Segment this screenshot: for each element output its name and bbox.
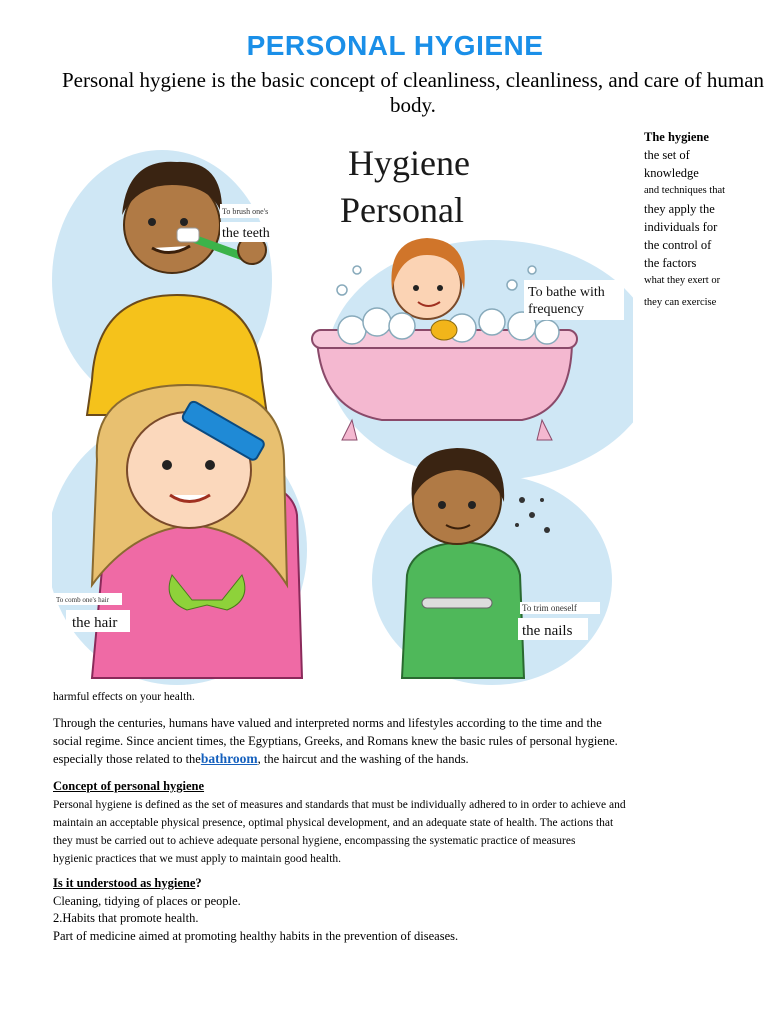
history-paragraph <box>53 715 753 769</box>
hygiene-illustration <box>52 130 633 688</box>
label-nails-small: To trim oneself <box>522 603 577 613</box>
label-bathe-2: frequency <box>528 302 584 317</box>
concept-line: hygienic practices that we must apply to maintain good health. <box>53 852 342 865</box>
understood-item: 2.Habits that promote health. <box>53 911 199 925</box>
sidebar-line: they apply the <box>644 202 715 216</box>
label-nails: the nails <box>522 623 573 639</box>
label-teeth: the teeth <box>222 226 270 241</box>
sidebar-line: they can exercise <box>644 297 717 308</box>
paragraph-text: , the haircut and the washing of the hands. <box>257 752 469 766</box>
understood-section <box>53 875 753 945</box>
sidebar-bold: The hygiene <box>644 130 709 144</box>
concept-line: maintain an acceptable physical presence, optimal physical development, and an adequate state of health. The actions that <box>53 816 614 829</box>
sidebar-line: the factors <box>644 256 697 270</box>
paragraph-line: social regime. Since ancient times, the Egyptians, Greeks, and Romans knew the basic rules of personal hygiene. <box>53 733 618 748</box>
sidebar-line: the set of <box>644 148 690 162</box>
paragraph-line <box>53 750 753 769</box>
sidebar-line: individuals for <box>644 220 718 234</box>
sidebar-definition <box>644 128 766 312</box>
intro-text: Personal hygiene is the basic concept of cleanliness, cleanliness, and care of human body. <box>61 68 765 117</box>
label-teeth-small: To brush one's <box>222 207 269 216</box>
illustration-heading-2: Personal <box>340 190 464 230</box>
understood-item: Cleaning, tidying of places or people. <box>53 893 241 908</box>
sidebar-line: the control of <box>644 238 712 252</box>
bathroom-link[interactable]: bathroom <box>200 751 258 766</box>
sidebar-line: and techniques that <box>644 185 726 196</box>
concept-heading: Concept of personal hygiene <box>53 779 205 793</box>
label-bathe-1: To bathe with <box>528 285 605 300</box>
paragraph-text: especially those related to the <box>53 752 201 766</box>
sidebar-continuation: harmful effects on your health. <box>53 691 195 703</box>
concept-line: they must be carried out to achieve adequate personal hygiene, encompassing the systematic practice of measures <box>53 834 576 847</box>
label-hair: the hair <box>72 615 118 631</box>
illustration-heading-1: Hygiene <box>348 143 470 183</box>
sidebar-line: knowledge <box>644 166 699 180</box>
concept-line: Personal hygiene is defined as the set of measures and standards that must be individually adhered to in order to achieve and <box>53 798 626 811</box>
paragraph-line: Through the centuries, humans have valued and interpreted norms and lifestyles according to the time and the <box>53 716 602 730</box>
understood-heading-line <box>53 875 753 893</box>
sidebar-line: what they exert or <box>644 275 721 286</box>
page-title: PERSONAL HYGIENE <box>246 30 544 61</box>
understood-item: Part of medicine aimed at promoting healthy habits in the prevention of diseases. <box>53 928 459 943</box>
girl-combing-hair <box>92 385 302 678</box>
concept-section <box>53 778 753 868</box>
understood-heading: Is it understood as hygiene <box>53 876 196 890</box>
label-hair-small: To comb one's hair <box>56 596 110 604</box>
understood-question-mark: ? <box>195 876 202 890</box>
